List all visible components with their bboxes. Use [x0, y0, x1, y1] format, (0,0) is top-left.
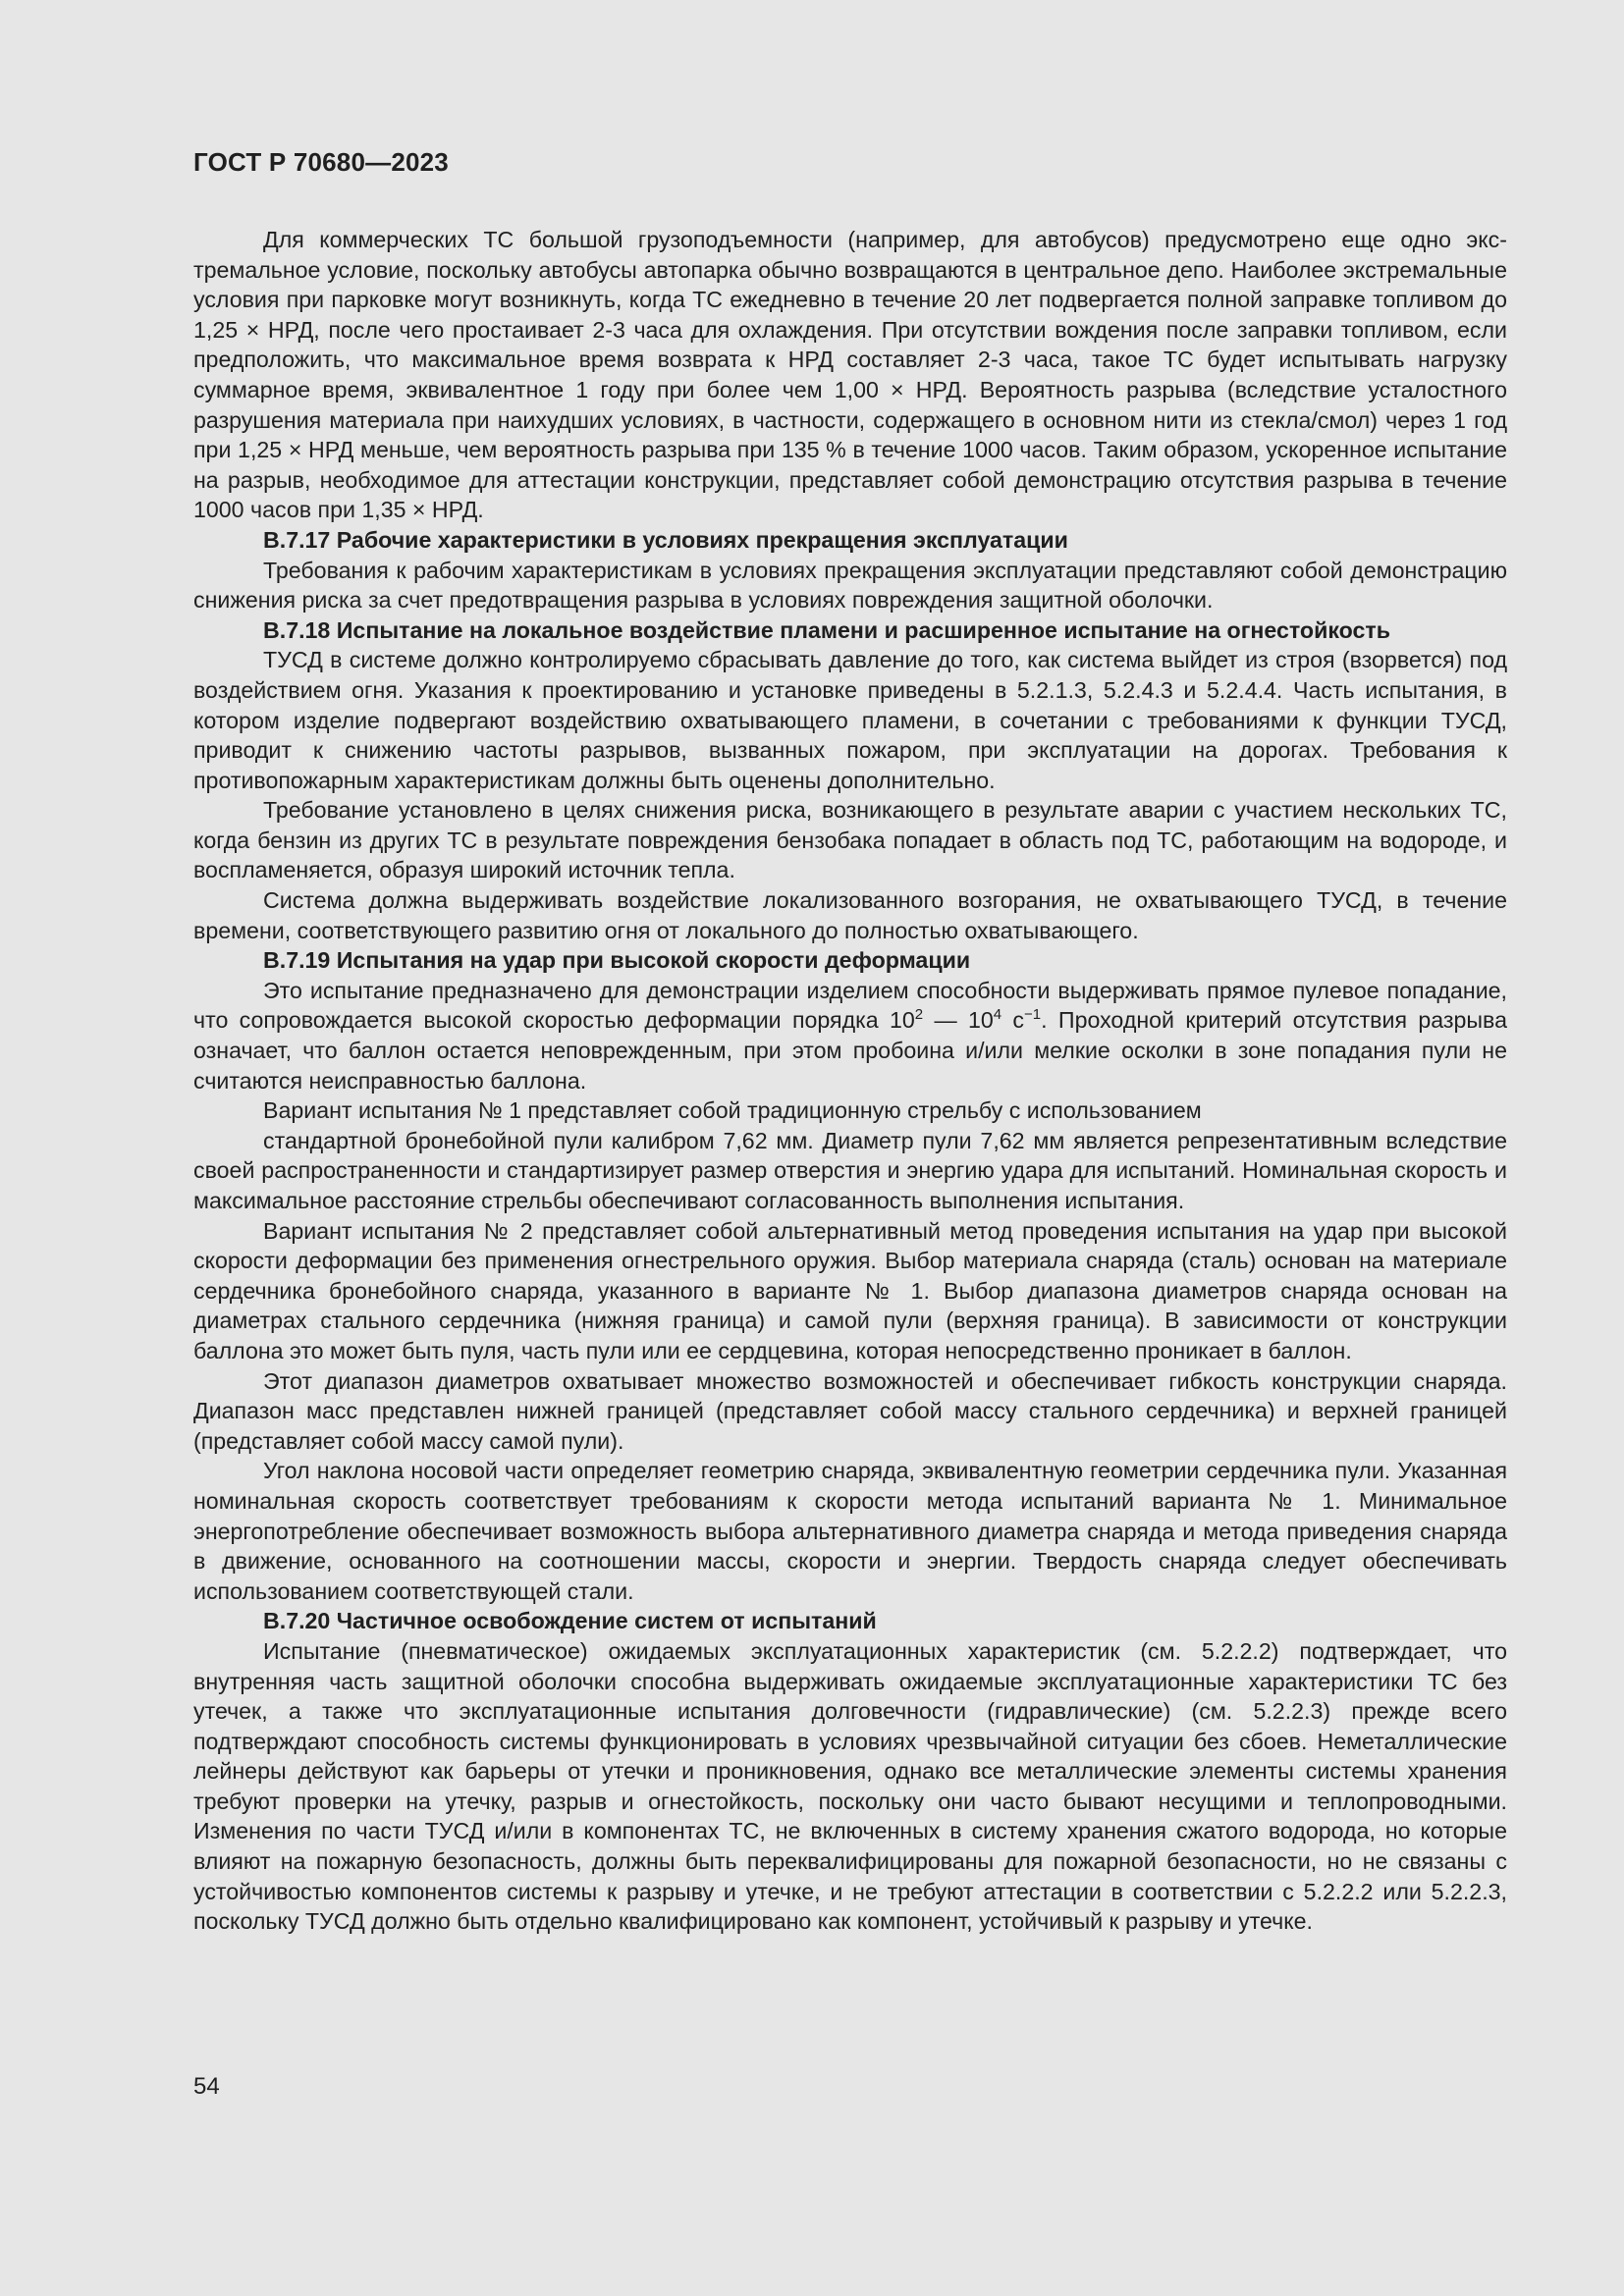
- paragraph: Система должна выдерживать воздействие локализованного возгорания, не охватывающего ТУСД, в течение времени, соответствующего развитию огня от локального до полностью охватывающего.: [193, 887, 1507, 943]
- exponent: −1: [1024, 1006, 1042, 1024]
- section-heading-b719: В.7.19 Испытания на удар при высокой скорости деформации: [263, 947, 971, 974]
- paragraph: Вариант испытания № 2 представляет собой альтернативный метод проведения испытания на удар при высокой скорости деформации без применения огнестрельного оружия. Выбор материала снаряда (сталь) основан на материале сердечника бронебойного снаряда, указанного в варианте № 1. Выбор диапазона диаметров снаряда основан на диаметрах стального сердечника (нижняя граница) и самой пули (верхняя граница). В зависимости от конструкции баллона это может быть пуля, часть пули или ее сердцевина, которая непосредственно проникает в баллон.: [193, 1217, 1507, 1363]
- section-heading-b717: В.7.17 Рабочие характеристики в условиях прекращения эксплуатации: [263, 526, 1068, 553]
- paragraph-continuation: стандартной бронебойной пули калибром 7,62 мм. Диаметр пули 7,62 мм является репрезентативным вследствие своей распространенности и стандартизирует размер отверстия и энергию удара для испытаний. Номинальная скорость и максимальное расстояние стрельбы обеспечивают согласованность выполнения испытания.: [193, 1127, 1507, 1213]
- paragraph: Вариант испытания № 1 представляет собой традиционную стрельбу с использованием: [263, 1097, 1202, 1124]
- paragraph: Угол наклона носовой части определяет геометрию снаряда, эквивалентную геометрии сердечника пули. Указанная номинальная скорость соответствует требованиям к скорости метода испытаний варианта № 1. Минимальное энергопотребление обеспечивает возможность выбора альтернативного диаметра снаряда и метода приведения снаряда в движение, основанного на соотношении массы, скорости и энергии. Твердость снаряда следует обеспечивать использованием соответствующей стали.: [193, 1458, 1507, 1604]
- paragraph-strain-rate: [193, 976, 1507, 1095]
- paragraph: Испытание (пневматическое) ожидаемых эксплуатационных характеристик (см. 5.2.2.2) подтверждает, что внутренняя часть защитной оболочки способна выдерживать ожидаемые эксплуатационные характеристики ТС без утечек, а также что эксплуатационные испытания долговечности (гидравлические) (см. 5.2.2.3) прежде всего подтверждают способность системы функционировать в условиях чрезвычайной ситуации без сбоев. Неметаллические лейнеры действуют как барьеры от утечки и проникновения, однако все металлические элементы системы хранения требуют проверки на утечку, разрыв и огнестойкость, поскольку они часто бывают несущими и теплопроводными. Изменения по части ТУСД и/или в компонентах ТС, не включенных в систему хранения сжатого водорода, но которые влияют на пожарную безопасность, должны быть переквалифицированы для пожарной безопасности, но не связаны с устойчивостью компонентов системы к разрыву и утечке, и не требуют аттестации в соответствии с 5.2.2.2 или 5.2.2.3, поскольку ТУСД должно быть отдельно квалифицировано как компонент, устойчивый к разрыву и утечке.: [193, 1637, 1507, 1935]
- paragraph: Этот диапазон диаметров охватывает множество возможностей и обеспечивает гибкость конструкции снаряда. Диапазон масс представлен нижней границей (представляет собой массу стального сердечника) и верхней границей (представляет собой массу самой пули).: [193, 1367, 1507, 1454]
- paragraph: Требования к рабочим характеристикам в условиях прекращения эксплуатации представляют собой демонстрацию снижения риска за счет предотвращения разрыва в условиях повреждения защитной оболочки.: [193, 557, 1507, 614]
- text-run: . Проходной критерий отсутствия разрыва означает, что баллон остается неповрежденным, при этом пробоина и/или мелкие осколки в зоне попадания пули не считаются неисправностью баллона.: [193, 1007, 1508, 1094]
- text-run: с: [1001, 1007, 1025, 1034]
- document-body: [193, 225, 1507, 1937]
- paragraph: Для коммерческих ТС большой грузоподъемности (например, для автобусов) предусмотрено еще одно экстремальное условие, поскольку автобусы автопарка обычно возвращаются в центральное депо. Наиболее экстремальные условия при парковке могут возникнуть, когда ТС ежедневно в течение 20 лет подвергается полной заправке топливом до 1,25 × НРД, после чего простаивает 2-3 часа для охлаждения. При отсутствии вождения после заправки топливом, если предположить, что максимальное время возврата к НРД составляет 2-3 часа, такое ТС будет испытывать нагрузку суммарное время, эквивалентное 1 году при более чем 1,00 × НРД. Вероятность разрыва (вследствие усталостного разрушения материала при наихудших условиях, в частности, содержащего в основном нити из стекла/смол) через 1 год при 1,25 × НРД меньше, чем вероятность разрыва при 135 % в течение 1000 часов. Таким образом, ускоренное испытание на разрыв, необходимое для аттестации конструкции, представляет собой демонстрацию отсутствия разрыва в течение 1000 часов при 1,35 × НРД.: [193, 227, 1507, 523]
- paragraph: ТУСД в системе должно контролируемо сбрасывать давление до того, как система выйдет из строя (взорвется) под воздействием огня. Указания к проектированию и установке приведены в 5.2.1.3, 5.2.4.3 и 5.2.4.4. Часть испытания, в котором изделие подвергают воздействию охватывающего пламени, в сочетании с требованиями к функции ТУСД, приводит к снижению частоты разрывов, вызванных пожаром, при эксплуатации на дорогах. Требования к противопожарным характеристикам должны быть оценены дополнительно.: [193, 647, 1507, 793]
- exponent: 2: [914, 1006, 924, 1024]
- section-heading-b720: В.7.20 Частичное освобождение систем от испытаний: [263, 1608, 877, 1634]
- exponent: 4: [993, 1006, 1002, 1024]
- document-header: ГОСТ Р 70680—2023: [193, 147, 449, 177]
- text-run: — 10: [923, 1007, 994, 1034]
- paragraph: Требование установлено в целях снижения риска, возникающего в результате аварии с участием нескольких ТС, когда бензин из других ТС в результате повреждения бензобака попадает в область под ТС, работающим на водороде, и воспламеняется, образуя широкий источник тепла.: [193, 797, 1507, 883]
- text-run: Это испытание предназначено для демонстрации изделием способности выдерживать прямое пулевое попадание, что сопровождается высокой скоростью деформации порядка 10: [193, 977, 1507, 1034]
- section-heading-b718: В.7.18 Испытание на локальное воздействие пламени и расширенное испытание на огнестойкость: [263, 616, 1390, 643]
- page-number: 54: [193, 2073, 220, 2100]
